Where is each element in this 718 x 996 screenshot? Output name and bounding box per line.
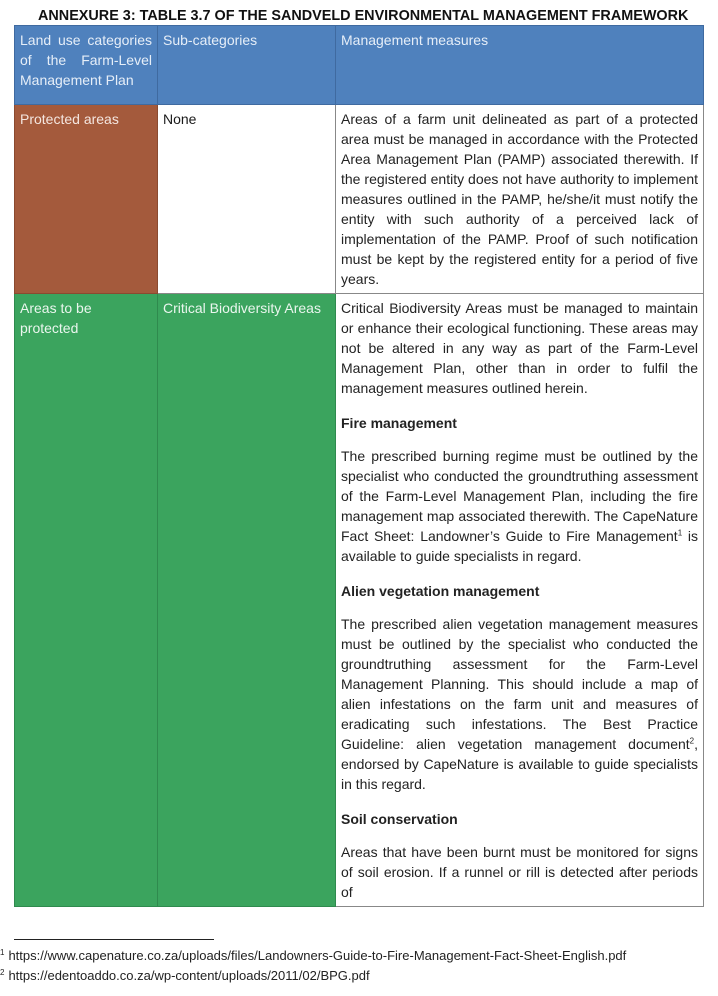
footnote-link[interactable]: https://www.capenature.co.za/uploads/files/Landowners-Guide-to-Fire-Management-Fact-Sheet-English.pdf xyxy=(8,948,627,963)
subcategory-none: None xyxy=(158,105,336,294)
footnote-link[interactable]: https://edentoaddo.co.za/wp-content/uploads/2011/02/BPG.pdf xyxy=(8,968,370,983)
header-management-measures: Management measures xyxy=(336,26,704,105)
footnote-ref-2[interactable]: 2 xyxy=(689,736,695,746)
measures-text: Areas of a farm unit delineated as part of a protected area must be managed in accordance with the Protected Area Management Plan (PAMP) associated therewith. If the registered entity does not have authority to implement measures outlined in the PAMP, he/she/it must notify the entity with such authority of a perceived lack of implementation of the PAMP. Proof of such notification must be kept by the registered entity for a period of five years. xyxy=(341,111,698,287)
header-sub-categories: Sub-categories xyxy=(158,26,336,105)
category-protected-areas: Protected areas xyxy=(15,105,158,294)
page-title: ANNEXURE 3: TABLE 3.7 OF THE SANDVELD ENVIRONMENTAL MANAGEMENT FRAMEWORK xyxy=(38,7,689,24)
subcategory-critical-biodiversity-areas: Critical Biodiversity Areas xyxy=(158,294,336,907)
alien-vegetation-heading: Alien vegetation management xyxy=(341,583,540,599)
footnote-mark: 2 xyxy=(0,967,5,977)
header-land-use-categories: Land use categories of the Farm-Level Management Plan xyxy=(15,26,158,105)
table-row xyxy=(15,105,704,294)
category-areas-to-be-protected: Areas to be protected xyxy=(15,294,158,907)
measures-critical-biodiversity-areas xyxy=(336,294,704,907)
footnote-1 xyxy=(0,948,626,963)
footnote-2 xyxy=(0,968,370,983)
footnote-divider xyxy=(14,939,214,940)
soil-conservation-text: Areas that have been burnt must be monitored for signs of soil erosion. If a runnel or rill is detected after periods of xyxy=(341,844,698,900)
management-framework-table xyxy=(14,25,704,907)
footnote-mark: 1 xyxy=(0,947,5,957)
fire-management-text: The prescribed burning regime must be outlined by the specialist who conducted the groundtruthing assessment of the Farm-Level Management Plan, including the fire management map associated therewith. The CapeNature Fact Sheet: Landowner’s Guide to Fire Management$^1$ is available to guide specialists in regard. xyxy=(341,448,698,564)
footnote-ref-1[interactable]: 1 xyxy=(677,528,683,538)
fire-management-heading: Fire management xyxy=(341,415,457,431)
alien-vegetation-text: The prescribed alien vegetation management measures must be outlined by the specialist who conducted the groundtruthing assessment for the Farm-Level Management Planning. This should include a map of alien infestations on the farm unit and measures of eradicating such infestations. The Best Practice Guideline: alien vegetation management document$^2$, endorsed by CapeNature is available to guide specialists in this regard. xyxy=(341,616,698,792)
cba-intro-text: Critical Biodiversity Areas must be managed to maintain or enhance their ecological functioning. These areas may not be altered in any way as part of the Farm-Level Management Plan, other than in order to fulfil the management measures outlined herein. xyxy=(341,300,698,396)
soil-conservation-heading: Soil conservation xyxy=(341,811,458,827)
table-row xyxy=(15,294,704,907)
measures-protected-areas xyxy=(336,105,704,294)
table-header-row xyxy=(15,26,704,105)
